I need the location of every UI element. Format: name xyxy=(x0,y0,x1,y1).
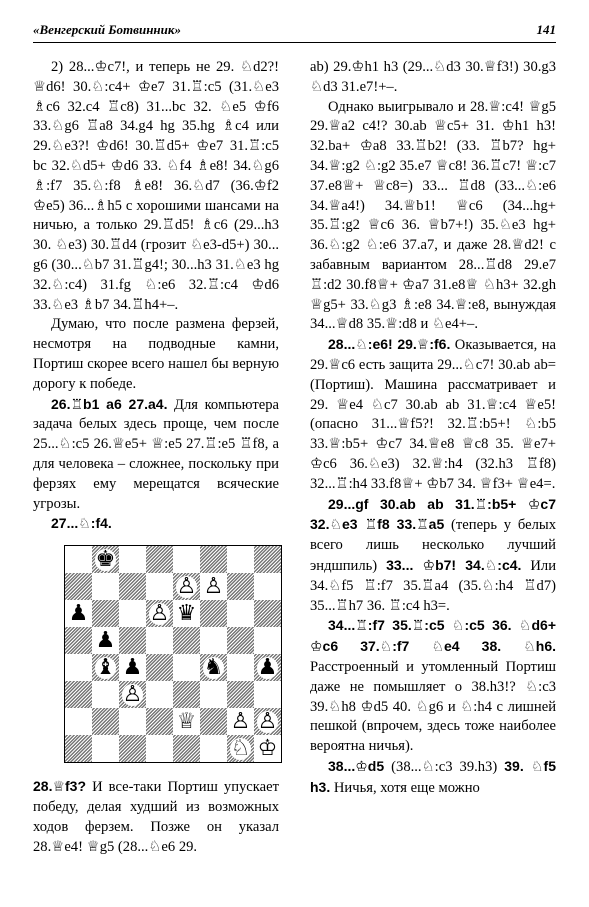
board-square xyxy=(146,573,173,600)
board-square xyxy=(65,708,92,735)
board-square xyxy=(92,681,119,708)
board-square xyxy=(146,627,173,654)
commentary: Или 34.♘f5 ♖:f7 35.♖a4 (35.♘:h4 ♖d7) 35...♖h7 36. ♖:c4 h3=. xyxy=(310,557,556,614)
commentary: (теперь у белых всего лишь несколько лучший эндшпиль) xyxy=(310,517,556,574)
board-square xyxy=(65,627,92,654)
black-pawn-icon: ♟ xyxy=(68,600,89,626)
move-sequence: 33... ♔b7! 34.♘:c4. xyxy=(386,556,522,573)
board-square xyxy=(200,573,227,600)
board-square xyxy=(200,681,227,708)
black-knight-icon: ♞ xyxy=(203,654,224,680)
board-square xyxy=(254,735,281,762)
board-square xyxy=(200,600,227,627)
board-square xyxy=(254,627,281,654)
paragraph xyxy=(310,757,556,799)
commentary: (38...♘:c3 39.h3) xyxy=(384,758,505,775)
board-square xyxy=(227,627,254,654)
move-sequence: 28...♘:e6! 29.♕:f6. xyxy=(328,336,451,353)
board-square xyxy=(254,708,281,735)
board-square xyxy=(200,708,227,735)
paragraph xyxy=(310,616,556,757)
board-square xyxy=(200,546,227,573)
board-square xyxy=(173,735,200,762)
board-square xyxy=(254,573,281,600)
white-pawn-icon: ♙ xyxy=(257,708,278,734)
commentary: Расстроенный и утомленный Портиш даже не помышляет о 38.h3!? ♘:c3 39.♘h8 ♔d5 40. ♘g6 и ♘:h4 с лишней пешкой (впрочем, здесь тоже наиболее вероятна ничья). xyxy=(310,658,556,755)
board-square xyxy=(200,654,227,681)
board-square xyxy=(92,654,119,681)
white-queen-icon: ♕ xyxy=(176,708,197,734)
board-square xyxy=(92,627,119,654)
board-square xyxy=(254,681,281,708)
white-pawn-icon: ♙ xyxy=(122,681,143,707)
move-sequence: 38...♔d5 xyxy=(328,757,385,774)
move-sequence: 39. ♘f5 h3. xyxy=(310,757,557,795)
board-square xyxy=(92,735,119,762)
board-square xyxy=(227,735,254,762)
board-square xyxy=(254,654,281,681)
move-sequence: 26.♖b1 a6 27.a4. xyxy=(51,395,168,412)
board-square xyxy=(92,573,119,600)
chapter-title: «Венгерский Ботвинник» xyxy=(33,22,181,37)
white-knight-icon: ♘ xyxy=(230,735,251,761)
board-square xyxy=(119,681,146,708)
board-square xyxy=(227,681,254,708)
board-square xyxy=(227,546,254,573)
commentary: Ничья, хотя еще можно xyxy=(330,779,480,796)
board-square xyxy=(173,708,200,735)
black-bishop-icon: ♝ xyxy=(95,654,116,680)
paragraph xyxy=(33,395,279,515)
white-pawn-icon: ♙ xyxy=(176,573,197,599)
board-square xyxy=(65,573,92,600)
paragraph xyxy=(33,777,279,857)
board-square xyxy=(227,654,254,681)
header-rule xyxy=(33,42,556,43)
board-square xyxy=(65,735,92,762)
board-square xyxy=(146,546,173,573)
board-square xyxy=(146,735,173,762)
commentary: Оказывается, на 29.♕c6 есть защита 29...♘c7! 30.ab ab= (Портиш). Машина рассматривает и 29. ♕e4 ♘c7 30.ab ab 31.♕:c4 ♕e5! (опасно 31...♕f5?! 32.♖:b5+! ♘:b5 33.♕:b5+ ♔c7 34.♕e8 ♕c8 35. ♕e7+ ♔c6 36.♘e3) 32.♕:h4 (32.h3 ♖f8) 32...♖:h4 33.f8♕+ ♔b7 34. ♕f3+ ♕e4=. xyxy=(310,337,557,492)
paragraph: 2) 28...♔c7!, и теперь не 29. ♘d2?! ♕d6! 30.♘:c4+ ♔e7 31.♖:c5 (31.♘e3 ♗c6 32.c4 ♖c8) 31...bc 32. ♘e5 ♔f6 33.♘g6 ♖a8 34.g4 hg 35.hg ♗c4 или 29.♘e3?! ♔d6! 30.♖d5+ ♔e7 31.♖:c5 bc 32.♘d5+ ♔d6 33. ♘f4 ♗e8! 34.♘g6 ♗:f7 35.♘:f8 ♗e8! 36.♘d7 (36.♔f2 ♔e5) 36...♗h5 с хорошими шансами на ничью, а только 29.♖d5! ♗c6 (29...h3 30. ♘e3) 30.♖d4 (грозит ♘e3-d5+) 30... g6 (30...♘b7 31.♖g4!; 30...h3 31.♘e3 hg 32.♘:c4) 31.fg ♘:e6 32.♖:c4 ♔d6 33.♘e3 ♗b7 34.♖h4+–. xyxy=(33,59,279,313)
board-square xyxy=(65,654,92,681)
board-square xyxy=(146,681,173,708)
board-square xyxy=(92,546,119,573)
move-sequence: 27...♘:f4. xyxy=(51,515,112,532)
move-sequence: 34...♖:f7 35.♖:c5 ♘:c5 36. ♘d6+ ♔c6 37.♘:f7 ♘e4 38. ♘h6. xyxy=(310,617,556,655)
right-column xyxy=(310,58,556,798)
white-pawn-icon: ♙ xyxy=(149,600,170,626)
move-sequence: 28.♕f3? xyxy=(33,778,87,795)
left-column xyxy=(33,58,279,857)
paragraph: ab) 29.♔h1 h3 (29...♘d3 30.♕f3!) 30.g3 ♘d3 31.e7!+–. xyxy=(310,59,556,95)
board-square xyxy=(119,627,146,654)
black-pawn-icon: ♟ xyxy=(122,654,143,680)
board-square xyxy=(254,546,281,573)
board-square xyxy=(146,600,173,627)
black-pawn-icon: ♟ xyxy=(257,654,278,680)
board-square xyxy=(227,573,254,600)
board-square xyxy=(200,735,227,762)
white-pawn-icon: ♙ xyxy=(203,573,224,599)
chess-diagram xyxy=(64,545,282,763)
board-square xyxy=(65,600,92,627)
chess-board xyxy=(65,546,281,762)
board-square xyxy=(227,600,254,627)
board-square xyxy=(146,708,173,735)
board-square xyxy=(92,600,119,627)
white-pawn-icon: ♙ xyxy=(230,708,251,734)
board-square xyxy=(119,546,146,573)
commentary: И все-таки Портиш упускает победу, делая худший из возможных ходов ферзем. Позже он указал 28.♕e4! ♕g5 (28...♘e6 29. xyxy=(33,779,279,855)
paragraph: Думаю, что после размена ферзей, несмотря на подводные камни, Портиш скорее всего нашел бы верную дорогу к победе. xyxy=(33,316,279,392)
board-square xyxy=(173,573,200,600)
board-square xyxy=(173,600,200,627)
board-square xyxy=(119,735,146,762)
board-square xyxy=(119,600,146,627)
black-king-icon: ♚ xyxy=(95,546,116,572)
board-square xyxy=(173,654,200,681)
board-square xyxy=(92,708,119,735)
spacer xyxy=(33,763,279,777)
paragraph xyxy=(33,514,279,535)
board-square xyxy=(65,681,92,708)
paragraph xyxy=(310,335,556,494)
board-square xyxy=(227,708,254,735)
commentary: Для компьютера задача белых здесь проще, чем после 25...♘:c5 26.♕e5+ ♕:e5 27.♖:e5 ♖f8, а для человека – сложнее, поскольку при ферзях ему мерещатся всяческие угрозы. xyxy=(33,396,279,512)
board-square xyxy=(200,627,227,654)
white-king-icon: ♔ xyxy=(257,735,278,761)
board-square xyxy=(119,708,146,735)
running-header xyxy=(33,16,556,38)
paragraph: Однако выигрывало и 28.♕:c4! ♕g5 29.♕a2 c4!? 30.ab ♕c5+ 31. ♔h1 h3! 32.ba+ ♔a8 33.♖b2! (33. ♖b7? hg+ 34.♕:g2 ♘:g2 35.e7 ♕c8! 36.♖c7! ♕:c7 37.e8♕+ ♕c8=) 33... ♖d8 (33...♘:e6 34.♕a4!) 34.♕b1! ♕c6 (34...hg+ 35.♖:g2 ♕c6 36. ♕b7+!) 35.♘e3 hg+ 36.♘:g2 ♘:e6 37.a7, и даже 28.♕d2! с забавным вариантом 28...♖d8 29.e7 ♖:d2 30.f8♕+ ♔a7 31.e8♕ ♘h3+ 32.gh ♕g5+ 33.♘g3 ♗:e8 34.♕:e8, вынуждая 34...♕d8 35.♕:d8 и ♘e4+–. xyxy=(310,98,556,333)
board-square xyxy=(119,573,146,600)
board-square xyxy=(173,681,200,708)
board-square xyxy=(254,600,281,627)
paragraph xyxy=(310,495,556,617)
board-square xyxy=(146,654,173,681)
black-pawn-icon: ♟ xyxy=(95,627,116,653)
move-sequence: 29...gf 30.ab ab 31.♖:b5+ ♔c7 32.♘e3 ♖f8 33.♖a5 xyxy=(310,495,556,533)
board-square xyxy=(173,546,200,573)
black-queen-icon: ♛ xyxy=(176,600,197,626)
board-square xyxy=(65,546,92,573)
board-square xyxy=(119,654,146,681)
page-number: 141 xyxy=(536,22,556,37)
board-square xyxy=(173,627,200,654)
